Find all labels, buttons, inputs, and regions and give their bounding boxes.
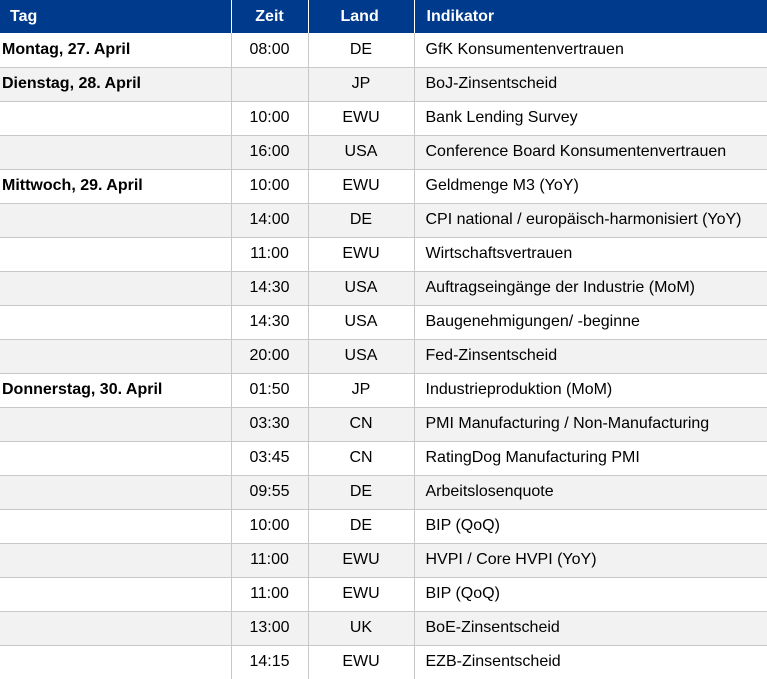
cell-tag [0,577,231,611]
cell-land: JP [308,67,414,101]
table-row [0,203,767,237]
cell-tag [0,101,231,135]
cell-indikator: Fed-Zinsentscheid [414,339,767,373]
cell-land: USA [308,305,414,339]
cell-land: DE [308,509,414,543]
cell-zeit: 14:30 [231,305,308,339]
table-row [0,475,767,509]
cell-indikator: EZB-Zinsentscheid [414,645,767,679]
cell-indikator: Geldmenge M3 (YoY) [414,169,767,203]
cell-indikator: Industrieproduktion (MoM) [414,373,767,407]
cell-land: EWU [308,543,414,577]
cell-land: USA [308,271,414,305]
cell-land: EWU [308,237,414,271]
table-row [0,305,767,339]
cell-tag [0,509,231,543]
column-header-land: Land [308,0,414,33]
cell-indikator: BIP (QoQ) [414,509,767,543]
cell-land: DE [308,33,414,67]
cell-zeit: 20:00 [231,339,308,373]
cell-indikator: CPI national / europäisch-harmonisiert (YoY) [414,203,767,237]
cell-land: EWU [308,101,414,135]
cell-indikator: RatingDog Manufacturing PMI [414,441,767,475]
cell-zeit [231,67,308,101]
cell-tag [0,305,231,339]
cell-zeit: 14:00 [231,203,308,237]
cell-indikator: Baugenehmigungen/ -beginne [414,305,767,339]
cell-indikator: Arbeitslosenquote [414,475,767,509]
cell-zeit: 13:00 [231,611,308,645]
cell-tag [0,645,231,679]
cell-indikator: BIP (QoQ) [414,577,767,611]
cell-zeit: 08:00 [231,33,308,67]
cell-zeit: 14:30 [231,271,308,305]
table-row [0,169,767,203]
cell-land: EWU [308,577,414,611]
table-row [0,509,767,543]
cell-tag [0,407,231,441]
table-row [0,577,767,611]
cell-indikator: HVPI / Core HVPI (YoY) [414,543,767,577]
cell-indikator: BoE-Zinsentscheid [414,611,767,645]
cell-tag [0,271,231,305]
cell-indikator: Conference Board Konsumentenvertrauen [414,135,767,169]
cell-tag: Dienstag, 28. April [0,67,231,101]
cell-zeit: 14:15 [231,645,308,679]
cell-zeit: 11:00 [231,543,308,577]
cell-zeit: 10:00 [231,509,308,543]
table-row [0,543,767,577]
table-row [0,441,767,475]
cell-land: USA [308,135,414,169]
cell-indikator: BoJ-Zinsentscheid [414,67,767,101]
cell-zeit: 10:00 [231,169,308,203]
cell-indikator: Auftragseingänge der Industrie (MoM) [414,271,767,305]
cell-zeit: 03:45 [231,441,308,475]
table-row [0,67,767,101]
cell-tag [0,543,231,577]
cell-zeit: 10:00 [231,101,308,135]
cell-indikator: Bank Lending Survey [414,101,767,135]
cell-tag [0,237,231,271]
cell-tag [0,203,231,237]
cell-zeit: 09:55 [231,475,308,509]
cell-zeit: 01:50 [231,373,308,407]
table-row [0,645,767,679]
table-row [0,135,767,169]
cell-tag [0,135,231,169]
cell-land: DE [308,475,414,509]
cell-land: JP [308,373,414,407]
cell-indikator: GfK Konsumentenvertrauen [414,33,767,67]
cell-land: UK [308,611,414,645]
cell-tag [0,611,231,645]
table-row [0,101,767,135]
cell-tag [0,475,231,509]
cell-zeit: 03:30 [231,407,308,441]
cell-tag: Mittwoch, 29. April [0,169,231,203]
cell-indikator: Wirtschaftsvertrauen [414,237,767,271]
cell-land: CN [308,407,414,441]
cell-land: CN [308,441,414,475]
table-row [0,407,767,441]
cell-zeit: 16:00 [231,135,308,169]
table-row [0,339,767,373]
cell-land: EWU [308,645,414,679]
cell-indikator: PMI Manufacturing / Non-Manufacturing [414,407,767,441]
table-row [0,271,767,305]
cell-land: USA [308,339,414,373]
column-header-indikator: Indikator [414,0,767,33]
table-row [0,373,767,407]
table-row [0,33,767,67]
cell-tag [0,441,231,475]
cell-land: DE [308,203,414,237]
cell-tag [0,339,231,373]
cell-land: EWU [308,169,414,203]
header-row [0,0,767,33]
cell-zeit: 11:00 [231,577,308,611]
table-row [0,611,767,645]
table-header [0,0,767,33]
column-header-zeit: Zeit [231,0,308,33]
column-header-tag: Tag [0,0,231,33]
cell-tag: Montag, 27. April [0,33,231,67]
table-row [0,237,767,271]
cell-zeit: 11:00 [231,237,308,271]
table-body [0,33,767,679]
cell-tag: Donnerstag, 30. April [0,373,231,407]
